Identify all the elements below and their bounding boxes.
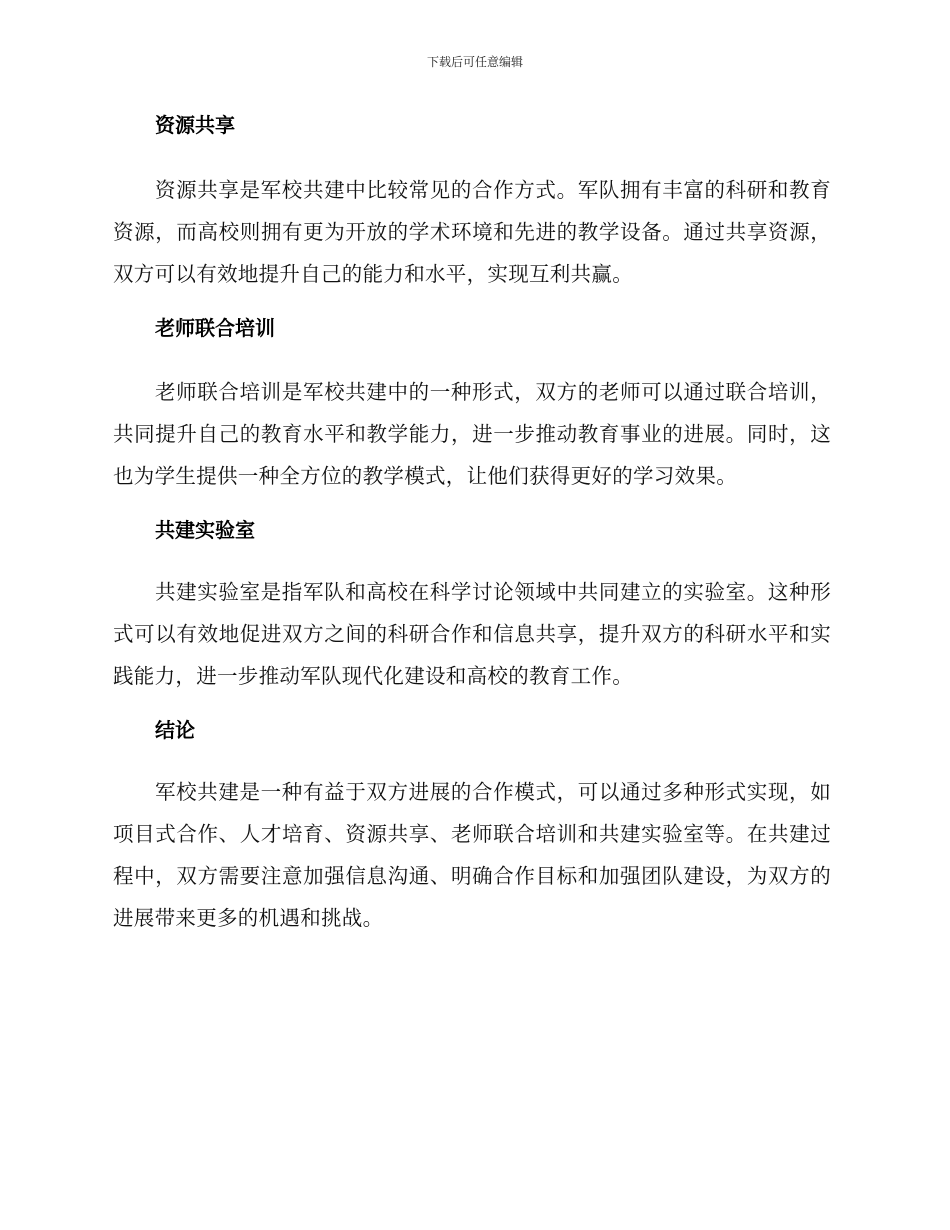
section-heading: 共建实验室: [155, 518, 255, 542]
section-heading: 老师联合培训: [155, 316, 275, 340]
section-joint-laboratory: [113, 515, 831, 697]
document-body: [113, 110, 831, 939]
section-paragraph: 资源共享是军校共建中比较常见的合作方式。军队拥有丰富的科研和教育资源，而高校则拥有更为开放的学术环境和先进的教学设备。通过共享资源，双方可以有效地提升自己的能力和水平，实现互利共赢。: [113, 178, 831, 286]
section-teacher-training: [113, 313, 831, 497]
section-paragraph: 军校共建是一种有益于双方进展的合作模式，可以通过多种形式实现，如项目式合作、人才培育、资源共享、老师联合培训和共建实验室等。在共建过程中，双方需要注意加强信息沟通、明确合作目标和加强团队建设，为双方的进展带来更多的机遇和挑战。: [113, 780, 831, 930]
section-paragraph: 共建实验室是指军队和高校在科学讨论领域中共同建立的实验室。这种形式可以有效地促进双方之间的科研合作和信息共享，提升双方的科研水平和实践能力，进一步推动军队现代化建设和高校的教育工作。: [113, 580, 831, 688]
section-paragraph: 老师联合培训是军校共建中的一种形式，双方的老师可以通过联合培训，共同提升自己的教育水平和教学能力，进一步推动教育事业的进展。同时，这也为学生提供一种全方位的教学模式，让他们获得更好的学习效果。: [113, 380, 831, 488]
section-conclusion: [113, 715, 831, 939]
section-heading: 资源共享: [155, 113, 235, 137]
section-resource-sharing: [113, 110, 831, 295]
page-header: 下载后可任意编辑: [426, 55, 523, 69]
section-heading: 结论: [155, 718, 195, 742]
